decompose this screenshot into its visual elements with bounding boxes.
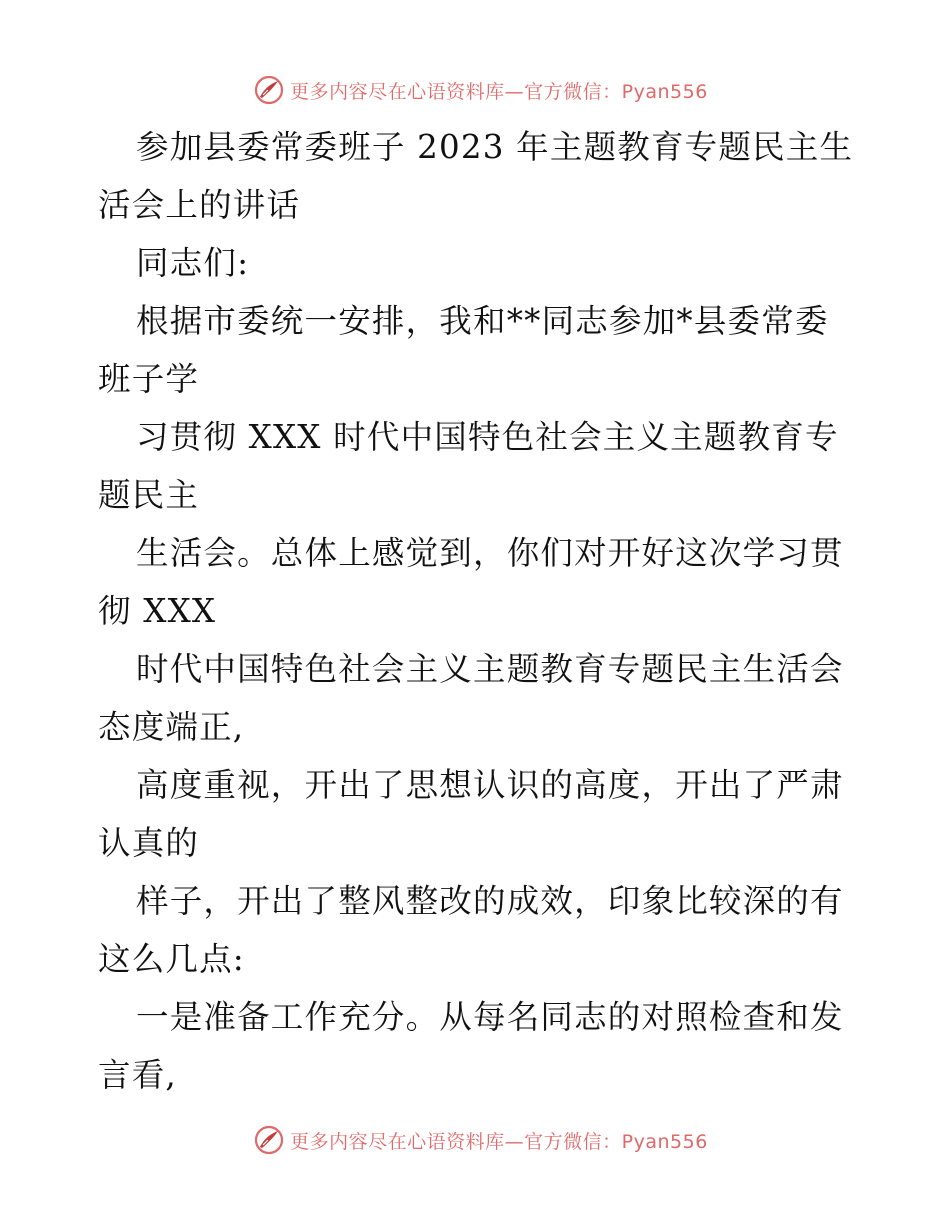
- header-watermark-text: 更多内容尽在心语资料库—官方微信：Pyan556: [290, 80, 708, 103]
- document-line: 参加县委常委班子 2023 年主题教育专题民主生: [136, 128, 854, 166]
- document-line: 题民主: [98, 476, 200, 514]
- document-line: 同志们:: [136, 244, 250, 282]
- document-line: 一是准备工作充分。从每名同志的对照检查和发: [136, 998, 844, 1036]
- document-line: 样子，开出了整风整改的成效，印象比较深的有: [136, 882, 844, 920]
- document-line: 态度端正,: [98, 708, 245, 746]
- document-line: 习贯彻 XXX 时代中国特色社会主义主题教育专: [136, 418, 839, 456]
- header-watermark: [0, 72, 950, 108]
- footer-watermark: [0, 1122, 950, 1158]
- footer-watermark-text: 更多内容尽在心语资料库—官方微信：Pyan556: [290, 1130, 708, 1153]
- document-body: [98, 118, 858, 1104]
- document-line: 生活会。总体上感觉到，你们对开好这次学习贯: [136, 534, 844, 572]
- document-line: 活会上的讲话: [98, 186, 301, 224]
- document-line: 认真的: [98, 824, 200, 862]
- pen-logo-icon: [254, 75, 284, 105]
- document-line: 班子学: [98, 360, 200, 398]
- document-line: 言看,: [98, 1056, 177, 1094]
- document-line: 根据市委统一安排，我和**同志参加*县委常委: [136, 302, 829, 340]
- document-line: 时代中国特色社会主义主题教育专题民主生活会: [136, 650, 844, 688]
- document-line: 高度重视，开出了思想认识的高度，开出了严肃: [136, 766, 844, 804]
- document-line: 这么几点:: [98, 940, 245, 978]
- document-line: 彻 XXX: [98, 592, 217, 630]
- pen-logo-icon: [254, 1125, 284, 1155]
